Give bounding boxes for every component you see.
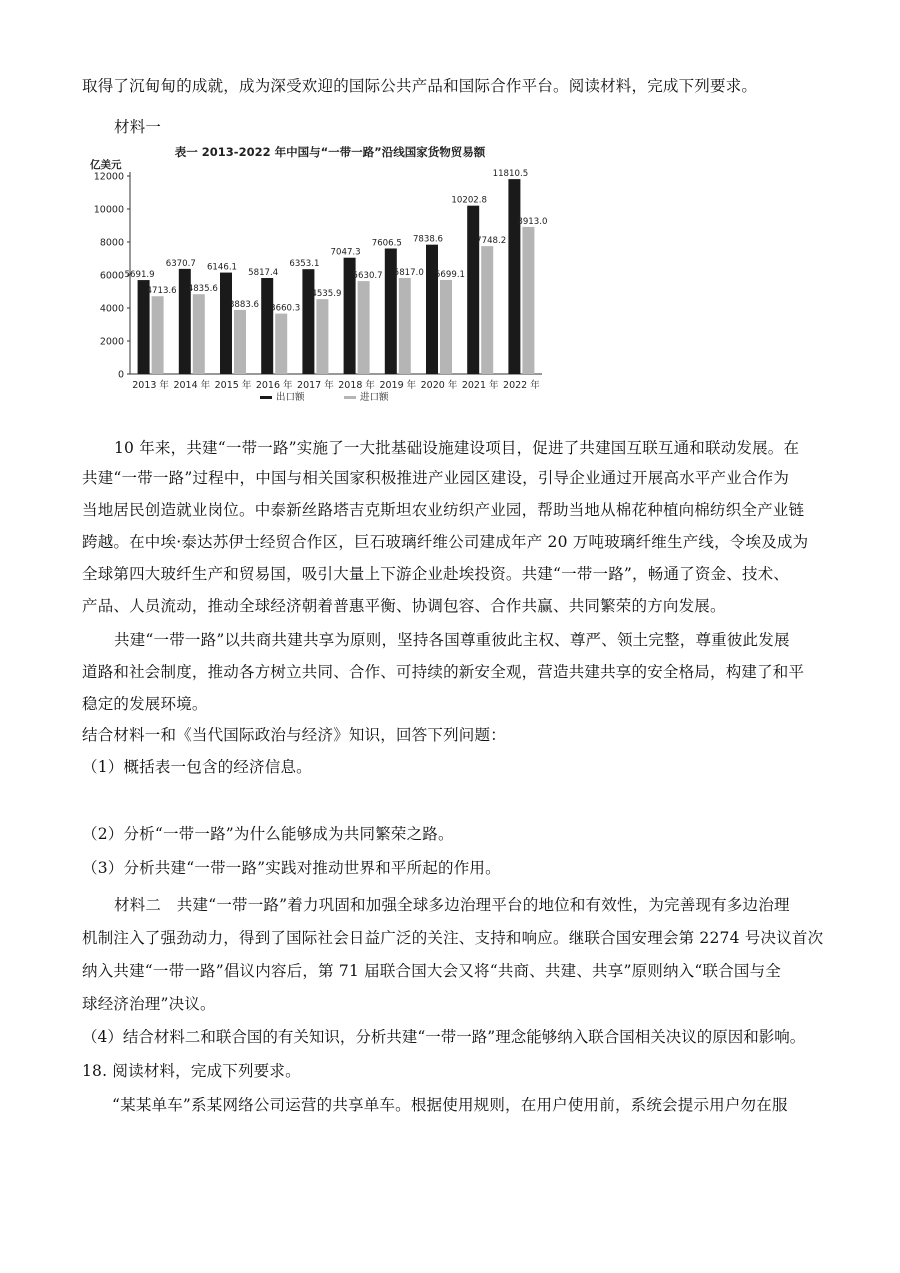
x-tick-label: 2019 年 — [379, 380, 417, 391]
data-label-import: 4835.6 — [187, 284, 218, 295]
bar-import — [234, 310, 246, 374]
data-label-export: 6370.7 — [165, 258, 196, 269]
paragraph-line: 共建“一带一路”以共商共建共享为原则，坚持各国尊重彼此主权、尊严、领土完整，尊重彼此发展 — [114, 631, 790, 649]
paragraph-line: 产品、人员流动，推动全球经济朝着普惠平衡、协调包容、合作共赢、共同繁荣的方向发展。 — [82, 597, 726, 615]
material-one-label: 材料一 — [114, 118, 162, 136]
data-label-export: 7606.5 — [371, 238, 402, 249]
legend-swatch-export — [260, 396, 272, 399]
x-tick-label: 2014 年 — [173, 380, 211, 391]
question-intro: 结合材料一和《当代国际政治与经济》知识，回答下列问题： — [82, 726, 506, 744]
y-tick-label: 8000 — [99, 237, 124, 249]
bar-import — [399, 278, 411, 374]
x-tick-label: 2013 年 — [132, 380, 169, 391]
x-tick-label: 2020 年 — [420, 380, 458, 391]
legend-label-import: 进口额 — [360, 392, 389, 403]
x-tick-label: 2015 年 — [214, 380, 252, 391]
legend-swatch-import — [344, 396, 356, 399]
x-tick-label: 2017 年 — [297, 380, 334, 391]
paragraph-line: 跨越。在中埃·泰达苏伊士经贸合作区，巨石玻璃纤维公司建成年产 20 万吨玻璃纤维生产线，令埃及成为 — [82, 533, 809, 551]
bar-export — [302, 269, 314, 374]
data-label-import: 5630.7 — [352, 271, 383, 282]
paragraph-line: 球经济治理”决议。 — [82, 995, 216, 1013]
y-tick-label: 2000 — [99, 336, 124, 348]
paragraph-line: “某某单车”系某网络公司运营的共享单车。根据使用规则，在用户使用前，系统会提示用户勿在服 — [112, 1096, 788, 1114]
bar-import — [316, 299, 328, 374]
paragraph-line: 共建“一带一路”过程中，中国与相关国家积极推进产业园区建设，引导企业通过开展高水平产业合作为 — [82, 469, 790, 487]
y-tick-label: 4000 — [99, 303, 124, 315]
data-label-import: 8913.0 — [517, 216, 548, 227]
bar-import — [358, 281, 370, 374]
y-tick-label: 0 — [117, 369, 124, 381]
bar-export — [261, 278, 273, 374]
x-tick-label: 2016 年 — [255, 380, 293, 391]
trade-bar-chart — [82, 138, 562, 410]
question-3: （3）分析共建“一带一路”实践对推动世界和平所起的作用。 — [82, 859, 501, 877]
bar-export — [220, 273, 232, 374]
data-label-import: 3660.3 — [270, 303, 301, 314]
paragraph-line: 机制注入了强劲动力，得到了国际社会日益广泛的关注、支持和响应。继联合国安理会第 2274 号决议首次 — [82, 929, 824, 947]
bar-import — [440, 280, 452, 374]
x-tick-label: 2022 年 — [503, 380, 540, 391]
paragraph-line: 稳定的发展环境。 — [82, 695, 208, 713]
bar-export — [467, 206, 479, 374]
data-label-export: 11810.5 — [492, 169, 529, 180]
question-1: （1）概括表一包含的经济信息。 — [82, 758, 312, 776]
y-axis-label: 亿美元 — [90, 159, 122, 171]
bar-import — [275, 314, 287, 374]
chart-title: 表一 2013-2022 年中国与“一带一路”沿线国家货物贸易额 — [174, 145, 486, 159]
question-4: （4）结合材料二和联合国的有关知识，分析共建“一带一路”理念能够纳入联合国相关决议的原因和影响。 — [82, 1028, 806, 1046]
y-tick-label: 6000 — [99, 270, 124, 282]
question-2: （2）分析“一带一路”为什么能够成为共同繁荣之路。 — [82, 825, 454, 843]
x-tick-label: 2021 年 — [461, 380, 499, 391]
data-label-export: 7047.3 — [330, 247, 361, 258]
data-label-import: 7748.2 — [476, 236, 507, 247]
data-label-import: 4713.6 — [146, 286, 177, 297]
paragraph-line: 纳入共建“一带一路”倡议内容后，第 71 届联合国大会又将“共商、共建、共享”原则纳入“联合国与全 — [82, 962, 782, 980]
data-label-import: 3883.6 — [228, 299, 260, 310]
bar-import — [481, 246, 493, 374]
data-label-export: 5817.4 — [248, 268, 279, 279]
data-label-import: 4535.9 — [311, 289, 342, 300]
data-label-export: 6353.1 — [289, 259, 320, 270]
bar-import — [152, 296, 164, 374]
bar-import — [193, 294, 205, 374]
paragraph-line: 全球第四大玻纤生产和贸易国，吸引大量上下游企业赴埃投资。共建“一带一路”，畅通了资金、技术、 — [82, 565, 790, 583]
question-18-heading: 18. 阅读材料，完成下列要求。 — [82, 1062, 301, 1080]
bar-export — [508, 179, 520, 374]
bar-export — [426, 245, 438, 374]
y-tick-label: 10000 — [93, 204, 124, 216]
paragraph-line: 道路和社会制度，推动各方树立共同、合作、可持续的新安全观，营造共建共享的安全格局，构建了和平 — [82, 663, 805, 681]
data-label-export: 6146.1 — [206, 262, 238, 273]
y-tick-label: 12000 — [93, 171, 124, 183]
x-tick-label: 2018 年 — [338, 380, 375, 391]
intro-line: 取得了沉甸甸的成就，成为深受欢迎的国际公共产品和国际合作平台。阅读材料，完成下列要求。 — [82, 77, 758, 95]
paragraph-line: 当地居民创造就业岗位。中泰新丝路塔吉克斯坦农业纺织产业园，帮助当地从棉花种植向棉纺织全产业链 — [82, 501, 805, 519]
data-label-import: 5817.0 — [393, 268, 424, 279]
data-label-export: 10202.8 — [451, 195, 487, 206]
data-label-export: 7838.6 — [412, 234, 444, 245]
data-label-export: 5691.9 — [124, 270, 155, 281]
bar-import — [522, 227, 534, 374]
data-label-import: 5699.1 — [434, 269, 466, 280]
paragraph-line: 材料二 共建“一带一路”着力巩固和加强全球多边治理平台的地位和有效性，为完善现有多边治理 — [114, 896, 790, 914]
paragraph-line: 10 年来，共建“一带一路”实施了一大批基础设施建设项目，促进了共建国互联互通和联动发展。在 — [114, 439, 800, 457]
legend-label-export: 出口额 — [276, 392, 305, 403]
